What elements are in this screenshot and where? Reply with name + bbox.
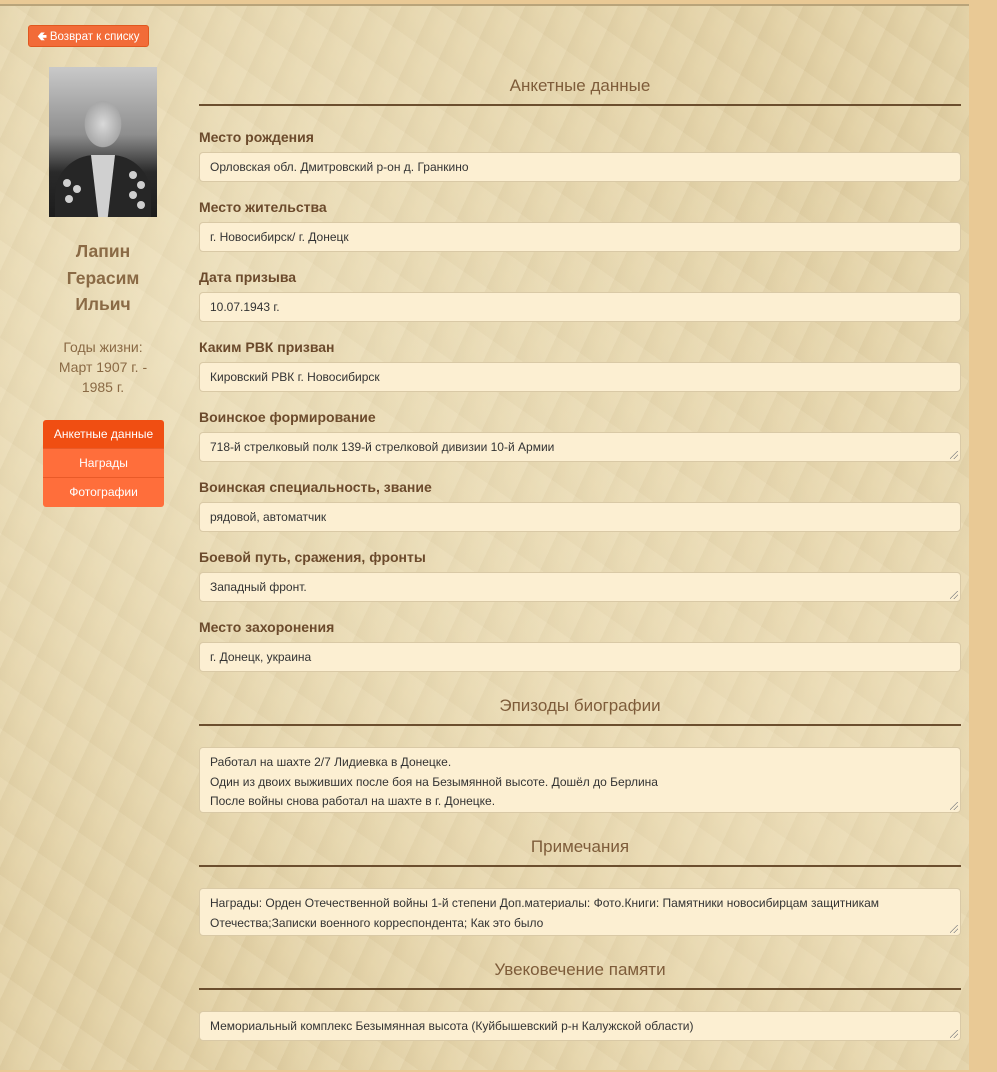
name-patronymic: Ильич <box>75 294 131 314</box>
field-specialty-rank[interactable]: рядовой, автоматчик <box>199 502 961 532</box>
biography-line: Работал на шахте 2/7 Лидиевка в Донецке. <box>210 755 452 769</box>
label-combat-path: Боевой путь, сражения, фронты <box>199 549 426 565</box>
back-to-list-label: Возврат к списку <box>49 31 140 43</box>
biography-line: Один из двоих выживших после боя на Безымянной высоте. Дошёл до Берлина <box>210 774 658 789</box>
years-label: Годы жизни: <box>63 339 143 355</box>
biography-line: После войны снова работал на шахте в г. Донецке. <box>210 794 496 808</box>
textarea-notes[interactable] <box>199 888 961 936</box>
years-value-2: 1985 г. <box>81 379 125 395</box>
arrow-left-icon: 🢀 <box>37 31 47 43</box>
label-residence: Место жительства <box>199 199 327 215</box>
side-nav <box>43 420 164 507</box>
section-divider <box>199 988 961 990</box>
resize-grip-icon[interactable] <box>950 451 958 459</box>
name-first: Герасим <box>66 267 140 288</box>
person-name <box>40 238 166 318</box>
resize-grip-icon[interactable] <box>950 1030 958 1038</box>
label-birthplace: Место рождения <box>199 129 314 145</box>
field-rvk[interactable]: Кировский РВК г. Новосибирск <box>199 362 961 392</box>
medal-icon <box>137 181 145 189</box>
section-divider <box>199 865 961 867</box>
notes-line: Отечества;Записки военного корреспондента; Как это было <box>210 915 544 930</box>
medal-icon <box>137 201 145 209</box>
field-residence[interactable]: г. Новосибирск/ г. Донецк <box>199 222 961 252</box>
textarea-memory[interactable] <box>199 1011 961 1041</box>
nav-item-profile[interactable]: Анкетные данные <box>43 420 164 449</box>
textarea-combat-path[interactable] <box>199 572 961 602</box>
label-specialty-rank: Воинская специальность, звание <box>199 479 432 495</box>
section-title-notes: Примечания <box>530 837 630 856</box>
section-title-profile: Анкетные данные <box>509 76 651 95</box>
field-burial-place[interactable]: г. Донецк, украина <box>199 642 961 672</box>
resize-grip-icon[interactable] <box>950 925 958 933</box>
field-conscription-date[interactable]: 10.07.1943 г. <box>199 292 961 322</box>
medal-icon <box>129 171 137 179</box>
textarea-biography[interactable] <box>199 747 961 813</box>
nav-item-awards[interactable]: Награды <box>43 449 164 478</box>
military-unit-value: 718-й стрелковый полк 139-й стрелковой дивизии 10-й Армии <box>210 440 555 454</box>
resize-grip-icon[interactable] <box>950 802 958 810</box>
resize-grip-icon[interactable] <box>950 591 958 599</box>
section-divider <box>199 724 961 726</box>
section-title-biography: Эпизоды биографии <box>499 696 661 715</box>
back-to-list-button[interactable] <box>28 25 149 47</box>
medal-icon <box>63 179 71 187</box>
notes-line: Награды: Орден Отечественной войны 1-й степени Доп.материалы: Фото.Книги: Памятники новосибирцам защитникам <box>210 896 880 910</box>
label-conscription-date: Дата призыва <box>199 269 297 285</box>
label-military-unit: Воинское формирование <box>199 409 376 425</box>
life-years <box>40 337 166 397</box>
years-value-1: Март 1907 г. - <box>58 359 148 375</box>
medal-icon <box>65 195 73 203</box>
label-rvk: Каким РВК призван <box>199 339 335 355</box>
textarea-military-unit[interactable] <box>199 432 961 462</box>
combat-path-value: Западный фронт. <box>210 580 307 594</box>
section-title-memory: Увековечение памяти <box>494 960 666 979</box>
label-burial-place: Место захоронения <box>199 619 335 635</box>
memory-value: Мемориальный комплекс Безымянная высота (Куйбышевский р-н Калужской области) <box>210 1019 694 1033</box>
portrait-photo <box>49 67 157 217</box>
medal-icon <box>129 191 137 199</box>
medal-icon <box>73 185 81 193</box>
name-last: Лапин <box>75 241 131 261</box>
field-birthplace[interactable]: Орловская обл. Дмитровский р-он д. Гранкино <box>199 152 961 182</box>
nav-item-photos[interactable]: Фотографии <box>43 478 164 507</box>
section-divider <box>199 104 961 106</box>
